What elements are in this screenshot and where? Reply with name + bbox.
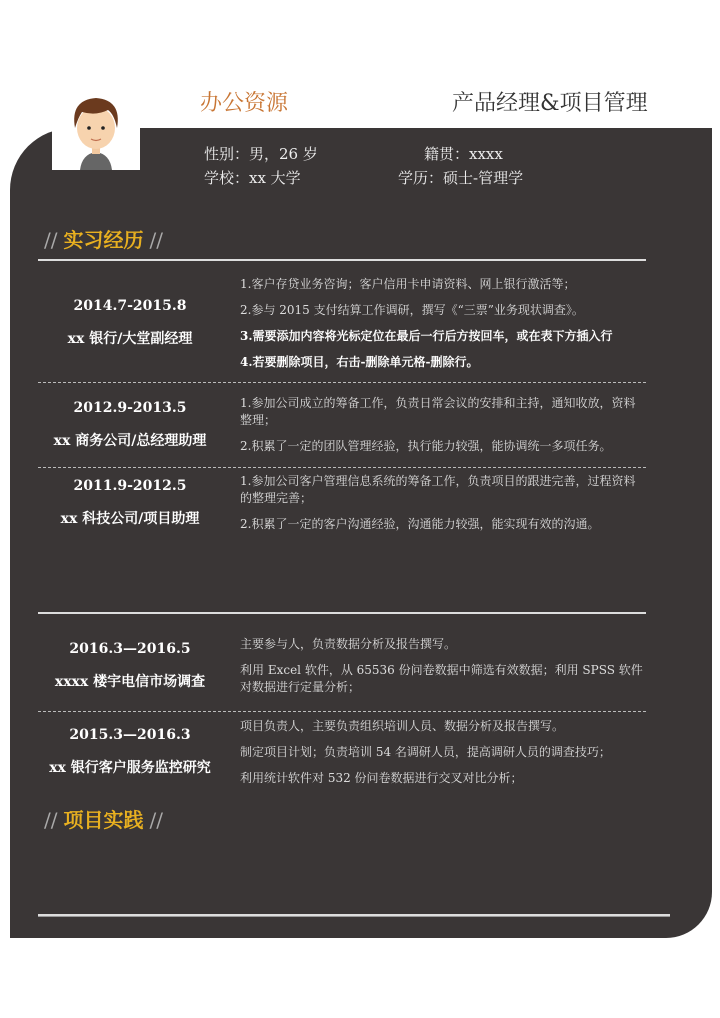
gender-age: 性别：男，26 岁 <box>204 145 318 163</box>
degree: 学历：硕士-管理学 <box>398 169 524 187</box>
organization-role: xx 科技公司/项目助理 <box>60 511 200 527</box>
experience-row <box>38 264 646 382</box>
description-item: 3.需要添加内容将光标定位在最后一行后方按回车，或在表下方插入行 <box>240 328 613 343</box>
description-item: 制定项目计划；负责培训 54 名调研人员，提高调研人员的调查技巧； <box>240 744 611 759</box>
organization-role: xx 银行客户服务监控研究 <box>49 760 211 776</box>
experience-row <box>38 468 646 538</box>
date: 2016.3—2016.5 <box>69 641 191 657</box>
date: 2015.3—2016.3 <box>69 727 191 743</box>
experience-row <box>38 712 646 792</box>
divider <box>38 259 646 261</box>
description-item: 1.参加公司成立的筹备工作，负责日常会议的安排和主持，通知收放，资料整理； <box>240 396 636 427</box>
dashed-divider <box>38 382 646 383</box>
date: 2014.7-2015.8 <box>73 298 187 314</box>
job-title: 产品经理&项目管理 <box>452 91 648 116</box>
avatar <box>52 92 140 170</box>
description-item: 4.若要删除项目，右击-删除单元格-删除行。 <box>240 354 479 369</box>
organization-role: xx 商务公司/总经理助理 <box>53 433 207 449</box>
description-item: 项目负责人，主要负责组织培训人员、数据分析及报告撰写。 <box>240 718 565 733</box>
dashed-divider <box>38 467 646 468</box>
origin: 籍贯：xxxx <box>424 145 503 163</box>
description-item: 1.客户存贷业务咨询；客户信用卡申请资料、网上银行激活等； <box>240 276 576 291</box>
experience-row <box>38 622 646 710</box>
description-item: 主要参与人，负责数据分析及报告撰写。 <box>240 637 457 651</box>
description-item: 2.积累了一定的客户沟通经验，沟通能力较强，能实现有效的沟通。 <box>240 517 600 531</box>
description-item: 利用 Excel 软件，从 65536 份问卷数据中筛选有效数据；利用 SPSS 软件对数据进行定量分析； <box>240 663 643 694</box>
description-item: 2.参与 2015 支付结算工作调研，撰写《“三票”业务现状调查》。 <box>240 302 584 317</box>
date: 2011.9-2012.5 <box>73 478 187 494</box>
organization-role: xxxx 楼宇电信市场调查 <box>54 674 206 690</box>
description-item: 1.参加公司客户管理信息系统的筹备工作，负责项目的跟进完善，过程资料的整理完善； <box>240 474 636 505</box>
projects-heading: // 项目实践 // <box>44 808 163 832</box>
internship-heading: // 实习经历 // <box>44 228 163 252</box>
avatar-illustration-icon <box>52 92 140 170</box>
divider <box>38 612 646 614</box>
date: 2012.9-2013.5 <box>73 400 187 416</box>
bottom-divider <box>38 914 670 917</box>
school: 学校：xx 大学 <box>204 169 301 187</box>
dashed-divider <box>38 711 646 712</box>
organization-role: xx 银行/大堂副经理 <box>67 331 193 347</box>
description-item: 2.积累了一定的团队管理经验，执行能力较强，能协调统一多项任务。 <box>240 439 612 453</box>
experience-row <box>38 384 646 466</box>
description-item: 利用统计软件对 532 份问卷数据进行交叉对比分析； <box>240 770 523 785</box>
candidate-name: 办公资源 <box>200 91 289 116</box>
